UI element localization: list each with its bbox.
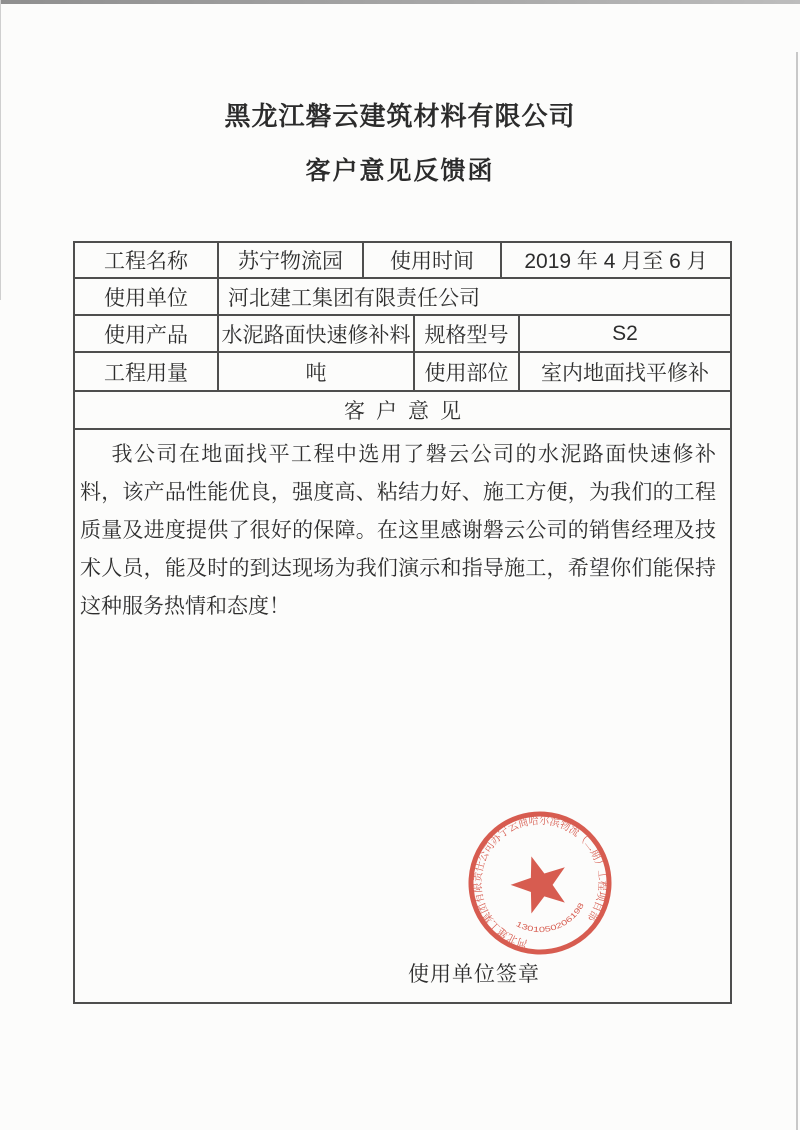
value-usage-time: 2019 年 4 月至 6 月 <box>524 250 708 273</box>
company-seal <box>435 778 645 988</box>
label-project-quantity: 工程用量 <box>75 353 219 390</box>
label-spec-model: 规格型号 <box>415 316 520 351</box>
value-product-used: 水泥路面快速修补料 <box>219 316 415 351</box>
star-icon <box>504 848 575 917</box>
label-product-used: 使用产品 <box>75 316 219 351</box>
document-title: 客户意见反馈函 <box>305 157 495 185</box>
value-project-quantity: 吨 <box>219 353 415 390</box>
label-usage-location: 使用部位 <box>415 353 520 390</box>
section-header-customer-opinion: 客户意见 <box>344 400 472 423</box>
seal-serial-number: 1301050206198 <box>514 902 585 935</box>
label-using-unit: 使用单位 <box>75 279 219 314</box>
table-row <box>75 353 730 392</box>
table-row <box>75 243 730 279</box>
scan-edge-right <box>796 52 798 1130</box>
scan-edge-left <box>0 0 1 300</box>
seal-arc-text: 河北建工集团有限责任公司苏宁云商哈尔滨物流（二期）工程项目部 <box>469 812 611 952</box>
feedback-paragraph: 我公司在地面找平工程中选用了磐云公司的水泥路面快速修补料，该产品性能优良，强度高、粘结力好、施工方便，为我们的工程质量及进度提供了很好的保障。在这里感谢磐云公司的销售经理及技术人员，能及时的到达现场为我们演示和指导施工，希望你们能保持这种服务热情和态度！ <box>80 443 716 618</box>
scan-edge-top <box>0 0 800 4</box>
value-usage-location: 室内地面找平修补 <box>541 361 709 385</box>
value-spec-model: S2 <box>612 321 638 345</box>
label-project-name: 工程名称 <box>75 243 219 277</box>
value-project-name: 苏宁物流园 <box>219 243 364 277</box>
table-row <box>75 316 730 353</box>
signature-label: 使用单位签章 <box>408 963 540 986</box>
company-title: 黑龙江磐云建筑材料有限公司 <box>224 101 576 131</box>
label-usage-time: 使用时间 <box>364 243 502 277</box>
value-using-unit: 河北建工集团有限责任公司 <box>228 286 480 310</box>
table-row <box>75 279 730 316</box>
table-row <box>75 392 730 430</box>
